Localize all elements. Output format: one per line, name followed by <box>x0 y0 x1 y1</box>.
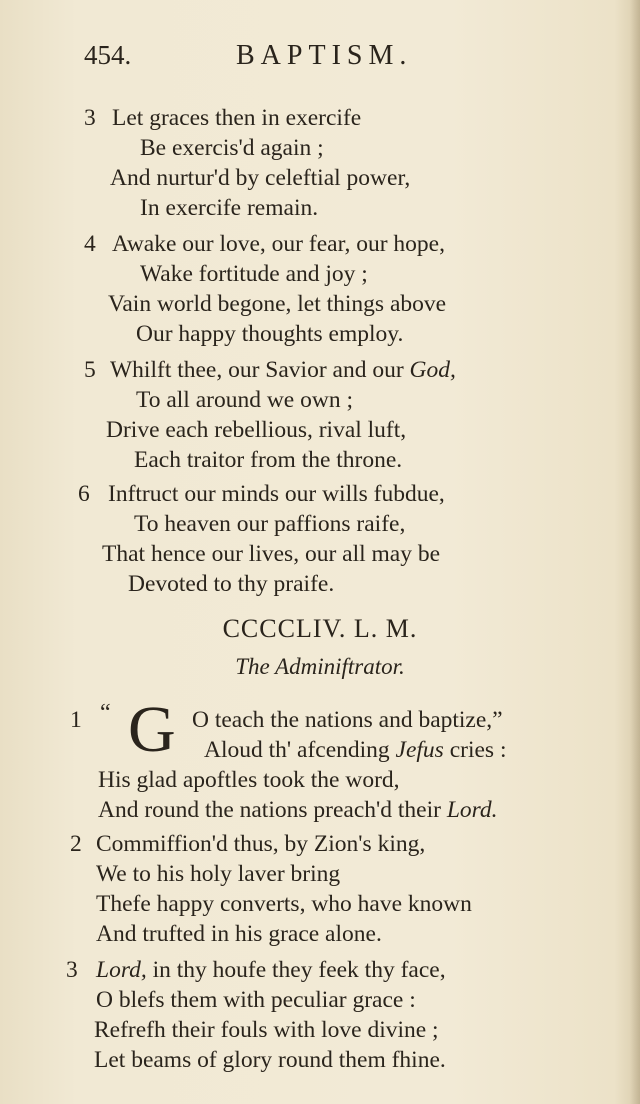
verse-italic: Lord, <box>96 957 147 983</box>
verse-line <box>96 956 446 984</box>
stanza-number: 5 <box>84 357 96 383</box>
verse-line: And nurtur'd by celeftial power, <box>110 165 411 191</box>
stanza-number: 6 <box>78 481 90 507</box>
verse-line: And trufted in his grace alone. <box>96 921 382 947</box>
verse-line: Let graces then in exercife <box>112 105 362 131</box>
running-header <box>84 40 544 80</box>
verse-line: Each traitor from the throne. <box>134 447 403 473</box>
verse-line: Awake our love, our fear, our hope, <box>112 231 445 257</box>
drop-cap: G <box>128 693 176 766</box>
verse-line: His glad apoftles took the word, <box>98 767 400 793</box>
hymn-subtitle: The Adminiftrator. <box>235 654 405 679</box>
verse-line: In exercife remain. <box>140 195 319 221</box>
verse-line <box>204 736 506 764</box>
stanza-number: 2 <box>70 831 82 857</box>
verse-line: Let beams of glory round them fhine. <box>94 1047 446 1073</box>
stanza-number: 3 <box>66 957 78 983</box>
stanza-number: 4 <box>84 231 96 257</box>
verse-text: Aloud th' afcending <box>204 737 396 763</box>
verse-line: Be exercis'd again ; <box>140 135 324 161</box>
verse-line: Our happy thoughts employ. <box>136 321 404 347</box>
verse-text: cries : <box>443 737 507 763</box>
verse-line <box>110 356 456 384</box>
verse-line: Devoted to thy praife. <box>128 571 335 597</box>
verse-line <box>98 796 498 824</box>
verse-text: in thy houfe they feek thy face, <box>146 957 446 983</box>
verse-line: Commiffion'd thus, by Zion's king, <box>96 831 426 857</box>
verse-italic: God, <box>409 357 456 383</box>
verse-line: O teach the nations and baptize,” <box>192 707 503 733</box>
hymn-heading: CCCCLIV. L. M. <box>222 614 418 643</box>
verse-line: That hence our lives, our all may be <box>102 541 441 567</box>
verse-line: Vain world begone, let things above <box>108 291 447 317</box>
verse-line: Drive each rebellious, rival luft, <box>106 417 407 443</box>
verse-line: To heaven our paffions raife, <box>134 511 406 537</box>
verse-line: Wake fortitude and joy ; <box>140 261 368 287</box>
page-number: 454. <box>84 40 132 70</box>
verse-text: Whilft thee, our Savior and our <box>110 357 410 383</box>
page-edge-shadow <box>630 0 640 1104</box>
verse-italic: Lord. <box>446 797 498 823</box>
verse-line: Refrefh their fouls with love divine ; <box>94 1017 439 1043</box>
verse-line: Inftruct our minds our wills fubdue, <box>108 481 445 507</box>
verse-line: O blefs them with peculiar grace : <box>96 987 416 1013</box>
verse-italic: Jefus <box>395 737 444 763</box>
open-quote: “ <box>100 700 111 726</box>
stanza-number: 3 <box>84 105 96 131</box>
verse-line: To all around we own ; <box>136 387 353 413</box>
verse-line: Thefe happy converts, who have known <box>96 891 472 917</box>
verse-text: And round the nations preach'd their <box>98 797 447 823</box>
verse-line: We to his holy laver bring <box>96 861 341 887</box>
stanza-number: 1 <box>70 707 82 733</box>
running-title: BAPTISM. <box>236 40 413 71</box>
